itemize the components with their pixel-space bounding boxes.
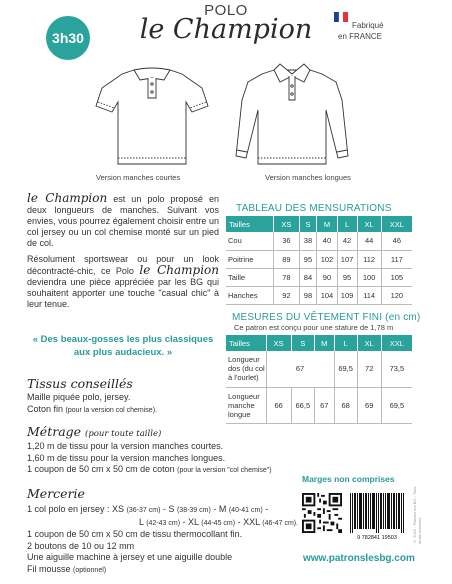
table-header: Tailles [226,335,266,351]
table-header: XXL [381,335,412,351]
tissus-text: Maille piquée polo, jersey. Coton fin (pour la version col chemise). [27,392,157,414]
marges-note: Marges non comprises [302,474,395,484]
table-row: Longueur dos (du col à l'ourlet) 67 69,5 72 73,5 [226,351,412,387]
long-sleeve-polo-illustration [232,60,352,170]
table-row: Longueur manche longue 66 66,5 67 68 69 69,5 [226,387,412,423]
table-header: M [314,335,334,351]
copyright-text: © 2020 - Patrons les BG - Tous droits réservés [412,486,422,544]
pattern-title: le Champion [139,14,313,45]
svg-text:9 782841 19503: 9 782841 19503 [357,535,397,541]
table-header: XS [274,216,299,232]
vetement-subtitle: Ce patron est conçu pour une stature de 1,78 m [234,323,394,332]
table-header: S [291,335,314,351]
table-header: Tailles [226,216,274,232]
metrage-title: Métrage (pour toute taille) [27,424,162,439]
short-sleeve-polo-illustration [92,60,212,170]
mensurations-title: TABLEAU DES MENSURATIONS [236,203,392,214]
brand-name-inline: le Champion [139,263,219,277]
long-sleeve-caption: Version manches longues [265,173,351,182]
pattern-subtitle: POLO [204,2,248,19]
vetement-title: MESURES DU VÊTEMENT FINI (en cm) [232,312,421,323]
table-header: L [337,216,357,232]
mercerie-title: Mercerie [27,486,85,501]
metrage-text: 1,20 m de tissu pour la version manches courtes. 1,60 m de tissu pour la version manches longues. 1 coupon de 50 cm x 50 cm de coton (pour la version "col chemise") [27,441,272,474]
qr-code-icon [302,493,342,533]
intro-quote: « Des beaux-gosses les plus classiques aux plus audacieux. » [32,334,214,358]
table-row: Taille 78 84 90 95 100 105 [226,268,412,286]
mensurations-table [226,216,412,305]
table-row: Cou 36 38 40 42 44 46 [226,232,412,250]
barcode-icon [348,493,406,541]
short-sleeve-caption: Version manches courtes [96,173,181,182]
table-row: Hanches 92 98 104 109 114 120 [226,286,412,304]
table-header: S [299,216,317,232]
table-header: XL [357,216,381,232]
table-header: XL [357,335,381,351]
mercerie-text: 1 col polo en jersey : XS (36-37 cm) - S (38-39 cm) - M (40-41 cm) - L (42-43 cm) - XL (44-45 cm) - XXL (46-47 cm). 1 coupon de 50 cm x 50 cm de tissu thermocollant fin. 2 boutons de 10 ou 12 mm Une aiguille machine à jersey et une aiguille double Fil mousse (optionnel) [27,504,299,574]
table-row: Poitrine 89 95 102 107 112 117 [226,250,412,268]
brand-name: le Champion [27,191,108,205]
time-badge: 3h30 [46,16,90,60]
vetement-table [226,335,412,424]
website-link[interactable]: www.patronslesbg.com [303,553,415,564]
table-header: M [317,216,337,232]
intro-text: le Champion est un polo proposé en deux longueurs de manches. Suivant vos envies, vous pourrez également choisir entre un col jersey ou un col chemise monté sur un pied de col. Résolument sportswear ou pour un look décontracté-chic, ce Polo le Champion deviendra une pièce appréciée par les BG qui souhaitent apporter une touche "casual chic" à leur tenue. [27,191,219,309]
table-header: XS [266,335,291,351]
table-header: XXL [381,216,412,232]
table-header: L [334,335,357,351]
made-in-france: Fabriqué en FRANCE [338,21,384,41]
tissus-title: Tissus conseillés [27,376,133,391]
